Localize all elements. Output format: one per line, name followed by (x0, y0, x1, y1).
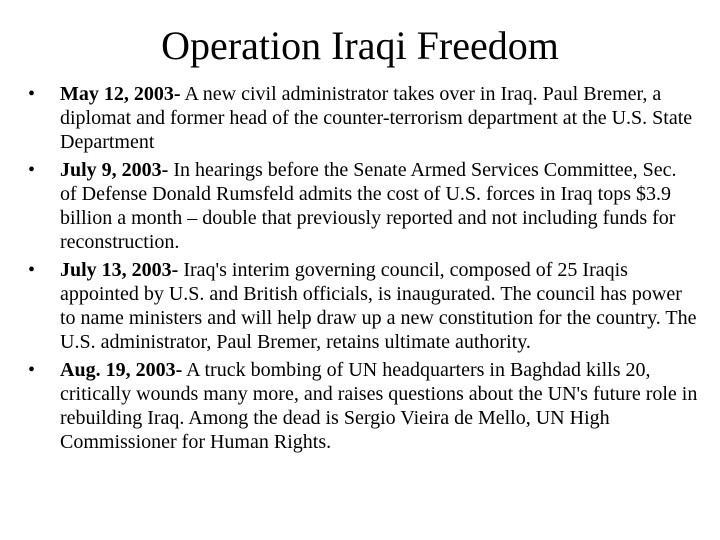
bullet-item-july-9 (28, 158, 698, 254)
bullet-icon: • (28, 359, 36, 381)
bullet-icon: • (28, 259, 36, 281)
bullet-item-july-13 (28, 258, 698, 354)
bullet-date: Aug. 19, 2003- (60, 359, 183, 381)
bullet-text: A new civil administrator takes over in Iraq. Paul Bremer, a diplomat and former head of the counter-terrorism department at the U.S. State Department (60, 83, 693, 153)
bullet-item-may-12 (28, 82, 698, 154)
bullet-date: July 9, 2003- (60, 159, 169, 181)
bullet-item-aug-19 (28, 358, 698, 454)
bullet-text: A truck bombing of UN headquarters in Baghdad kills 20, critically wounds many more, and raises questions about the UN's future role in rebuilding Iraq. Among the dead is Sergio Vieira de Mello, UN High Commissioner for Human Rights. (60, 359, 698, 453)
bullet-date: July 13, 2003- (60, 259, 179, 281)
bullet-icon: • (28, 83, 36, 105)
bullet-text: Iraq's interim governing council, composed of 25 Iraqis appointed by U.S. and British officials, is inaugurated. The council has power to name ministers and will help draw up a new constitution for the country. The U.S. administrator, Paul Bremer, retains ultimate authority. (60, 259, 697, 353)
bullet-list (28, 82, 698, 458)
slide-title: Operation Iraqi Freedom (161, 23, 559, 68)
bullet-icon: • (28, 159, 36, 181)
bullet-text: In hearings before the Senate Armed Services Committee, Sec. of Defense Donald Rumsfeld admits the cost of U.S. forces in Iraq tops $3.9 billion a month – double that previously reported and not including funds for reconstruction. (60, 159, 677, 253)
bullet-date: May 12, 2003- (60, 83, 181, 105)
